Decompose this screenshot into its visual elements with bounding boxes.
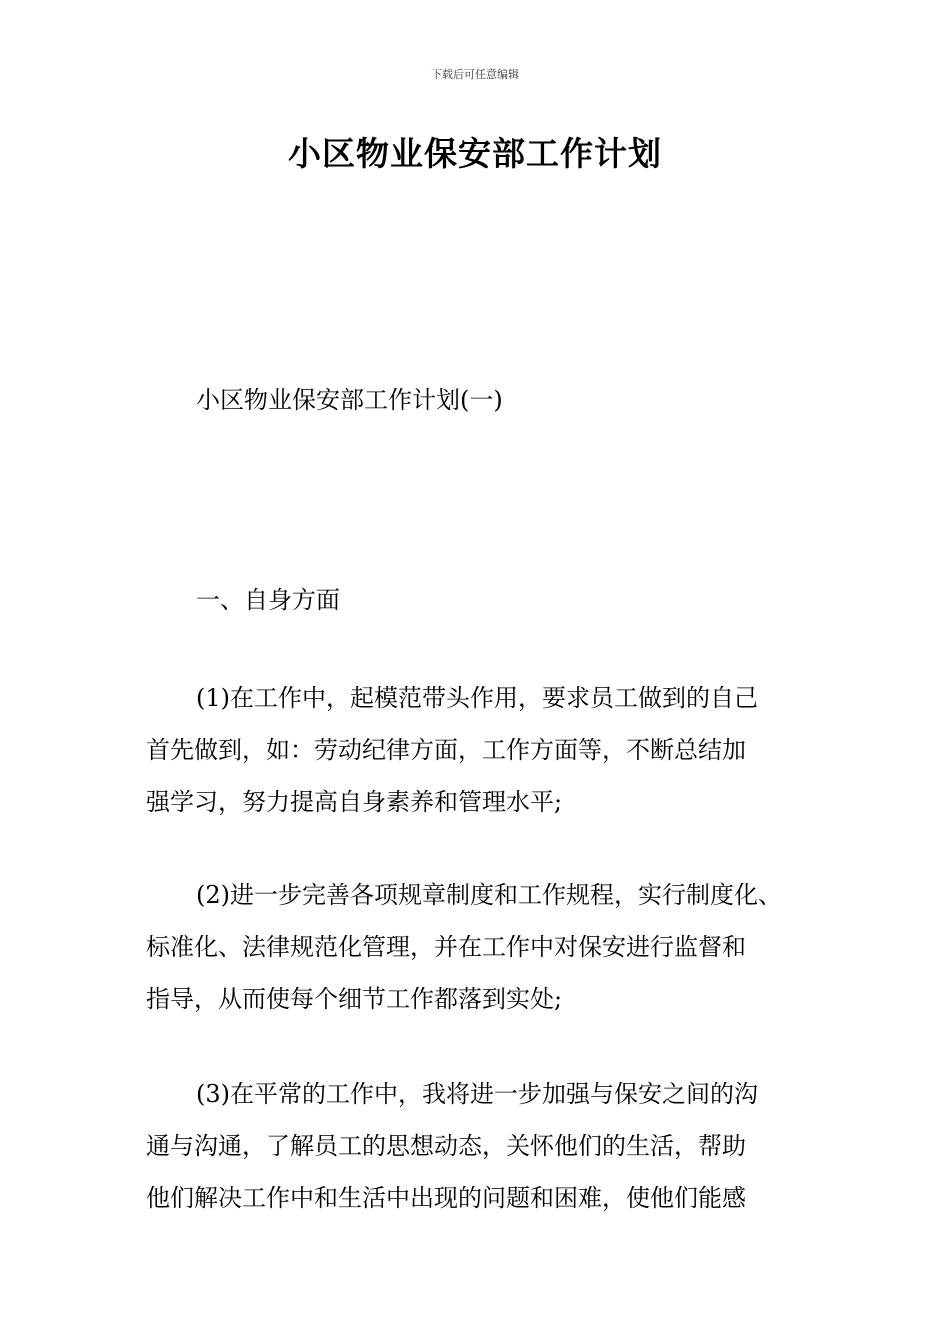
paragraph-line: 指导，从而使每个细节工作都落到实处;	[146, 985, 563, 1013]
paragraph-line: (3)在平常的工作中，我将进一步加强与保安之间的沟	[196, 1080, 758, 1108]
paragraph-line: (1)在工作中，起模范带头作用，要求员工做到的自己	[196, 684, 758, 712]
paragraph-line: 首先做到，如：劳动纪律方面，工作方面等，不断总结加	[146, 736, 746, 764]
paragraph-2	[146, 869, 826, 1025]
section-title: 小区物业保安部工作计划(一)	[196, 386, 503, 414]
header-note: 下载后可任意编辑	[431, 68, 519, 81]
paragraph-line: 标准化、法律规范化管理，并在工作中对保安进行监督和	[146, 933, 746, 961]
paragraph-line: (2)进一步完善各项规章制度和工作规程，实行制度化、	[196, 881, 782, 909]
paragraph-line: 他们解决工作中和生活中出现的问题和困难，使他们能感	[146, 1184, 746, 1212]
document-title: 小区物业保安部工作计划	[288, 134, 662, 173]
paragraph-1	[146, 672, 826, 828]
paragraph-line: 强学习，努力提高自身素养和管理水平;	[146, 788, 563, 816]
paragraph-3	[146, 1068, 826, 1224]
paragraph-line: 通与沟通，了解员工的思想动态，关怀他们的生活，帮助	[146, 1132, 746, 1160]
heading-self-aspect: 一、自身方面	[196, 586, 340, 614]
